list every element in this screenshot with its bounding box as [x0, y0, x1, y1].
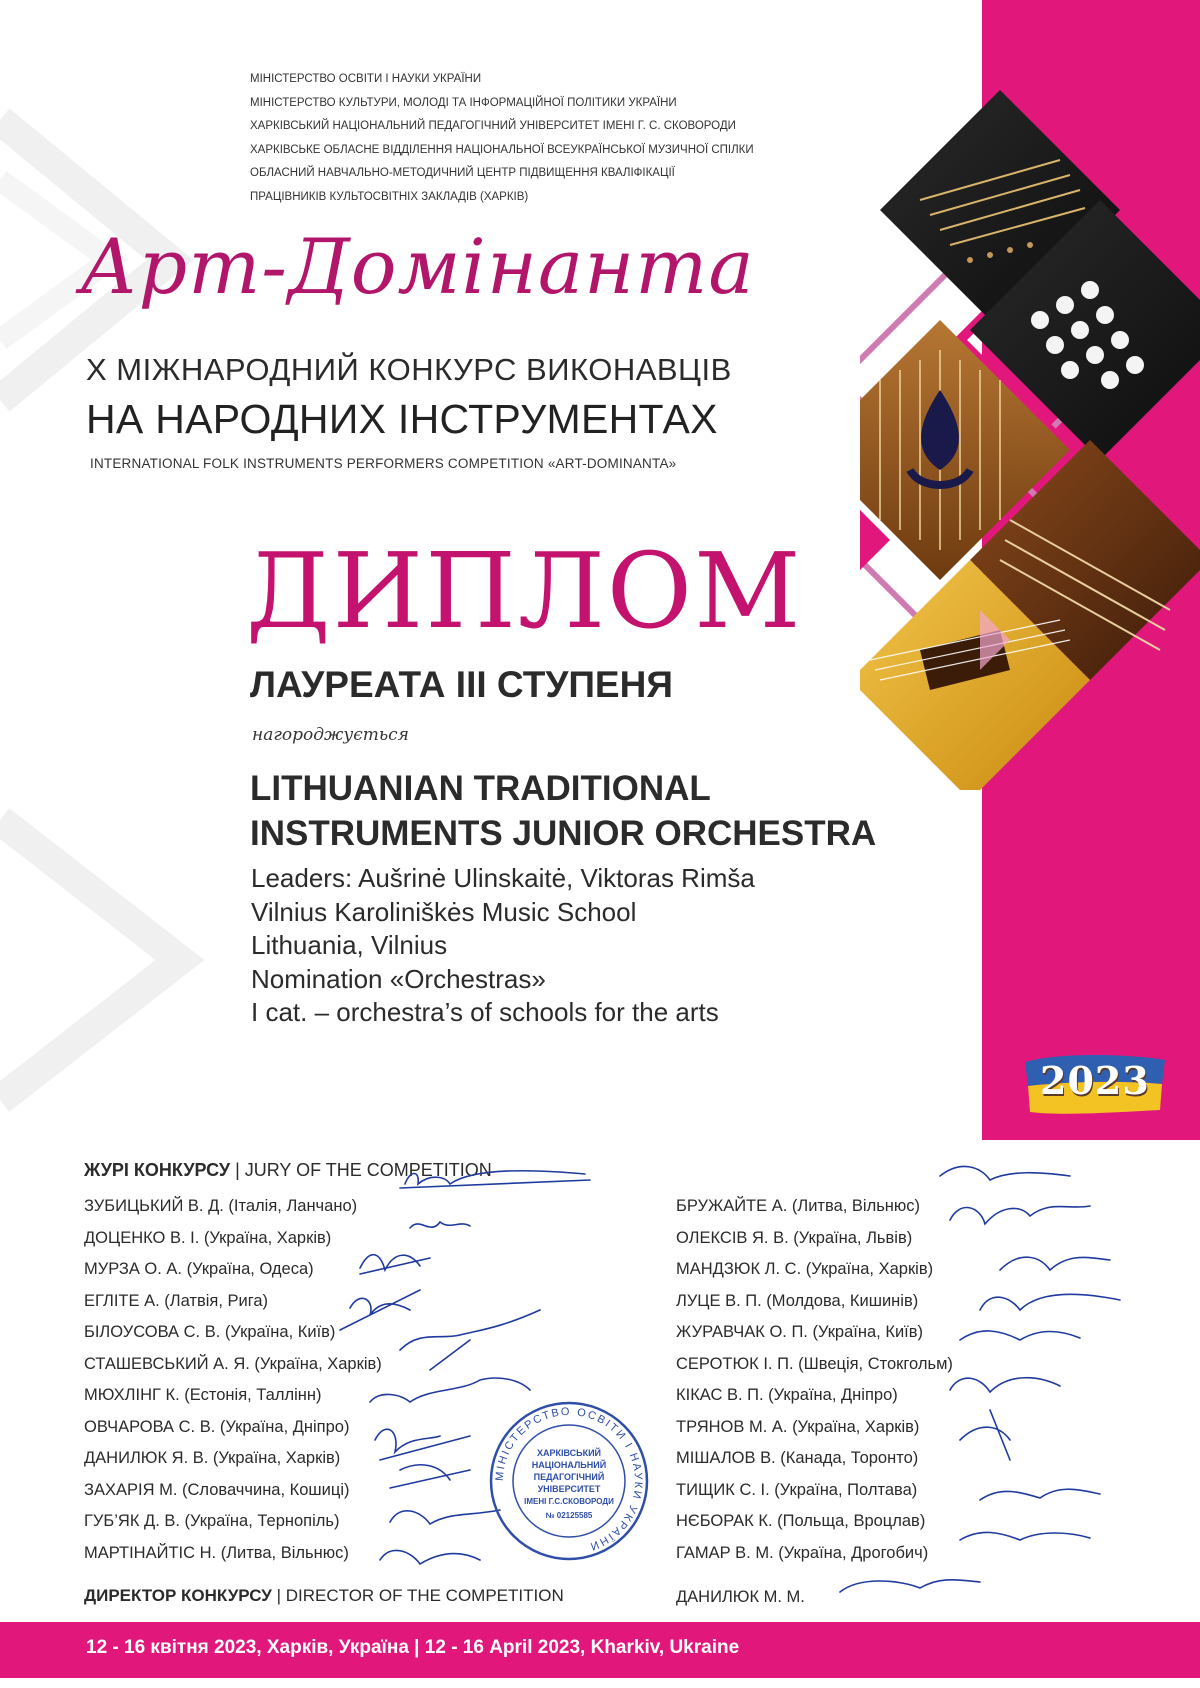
competition-title-line1: Х МІЖНАРОДНИЙ КОНКУРС ВИКОНАВЦІВ — [86, 352, 732, 387]
jury-list-right — [676, 1191, 953, 1569]
jury-member: ГАМАР В. М. (Україна, Дрогобич) — [676, 1543, 929, 1562]
jury-member: ДАНИЛЮК Я. В. (Україна, Харків) — [84, 1449, 341, 1467]
jury-member: БІЛОУСОВА С. В. (Україна, Київ) — [84, 1323, 336, 1341]
competition-title-english: INTERNATIONAL FOLK INSTRUMENTS PERFORMERS COMPETITION «ART-DOMINANTA» — [90, 456, 677, 471]
jury-member: ЖУРАВЧАК О. П. (Україна, Київ) — [676, 1323, 924, 1341]
detail-leaders: Leaders: Aušrinė Ulinskaitė, Viktoras Rimša — [251, 863, 755, 893]
organizers-list — [250, 68, 754, 209]
jury-heading-bold: ЖУРІ КОНКУРСУ — [84, 1160, 231, 1180]
competition-logo-title: Арт-Домінанта — [80, 222, 755, 311]
diploma-title: ДИПЛОМ — [246, 530, 803, 652]
instrument-mosaic — [860, 90, 1200, 790]
jury-heading-rest: | JURY OF THE COMPETITION — [230, 1160, 492, 1180]
director-name: ДАНИЛЮК М. М. — [676, 1588, 805, 1606]
jury-member: ОВЧАРОВА С. В. (Україна, Дніпро) — [84, 1417, 350, 1436]
detail-category: I cat. – orchestra’s of schools for the arts — [251, 997, 719, 1027]
jury-member: СТАШЕВСЬКИЙ А. Я. (Україна, Харків) — [84, 1354, 382, 1373]
jury-member: ЛУЦЕ В. П. (Молдова, Кишинів) — [676, 1291, 919, 1310]
stamp-line: НАЦІОНАЛЬНИЙ — [531, 1460, 607, 1470]
organizer-line: ХАРКІВСЬКЕ ОБЛАСНЕ ВІДДІЛЕННЯ НАЦІОНАЛЬНОЇ ВСЕУКРАЇНСЬКОЇ МУЗИЧНОЇ СПІЛКИ — [250, 143, 754, 156]
year-label: 2023 — [1040, 1058, 1150, 1103]
jury-member: ОЛЕКСІВ Я. В. (Україна, Львів) — [676, 1228, 913, 1247]
stamp-line: ПЕДАГОГІЧНИЙ — [533, 1472, 605, 1482]
director-label-rest: | DIRECTOR OF THE COMPETITION — [271, 1586, 564, 1605]
official-stamp — [488, 1400, 650, 1562]
competition-title-line2: НА НАРОДНИХ ІНСТРУМЕНТАХ — [86, 396, 718, 442]
stamp-line: ІМЕНІ Г.С.СКОВОРОДИ — [524, 1497, 614, 1506]
organizer-line: ПРАЦІВНИКІВ КУЛЬТОСВІТНІХ ЗАКЛАДІВ (ХАРКІВ) — [250, 190, 529, 203]
jury-member: МАРТІНАЙТІС Н. (Литва, Вільнюс) — [84, 1543, 349, 1562]
jury-member: СЕРОТЮК І. П. (Швеція, Стокгольм) — [676, 1354, 953, 1373]
jury-list-left — [84, 1191, 382, 1569]
recipient-line: LITHUANIAN TRADITIONAL — [250, 769, 711, 808]
jury-member: ЕГЛІТЕ А. (Латвія, Рига) — [84, 1291, 269, 1310]
stamp-line: ХАРКІВСЬКИЙ — [536, 1448, 602, 1458]
laureate-degree: ЛАУРЕАТА ІІІ СТУПЕНЯ — [250, 664, 673, 705]
jury-member: КІКАС В. П. (Україна, Дніпро) — [676, 1386, 898, 1404]
recipient-details — [251, 862, 755, 1030]
jury-member: МЮХЛІНГ К. (Естонія, Таллінн) — [84, 1386, 322, 1404]
jury-member: МІШАЛОВ В. (Канада, Торонто) — [676, 1449, 919, 1467]
organizer-line: ОБЛАСНИЙ НАВЧАЛЬНО-МЕТОДИЧНИЙ ЦЕНТР ПІДВИЩЕННЯ КВАЛІФІКАЦІЇ — [250, 167, 675, 179]
jury-member: ТРЯНОВ М. А. (Україна, Харків) — [676, 1417, 920, 1436]
jury-member: МУРЗА О. А. (Україна, Одеса) — [84, 1260, 314, 1278]
jury-member: НЄБОРАК К. (Польща, Вроцлав) — [676, 1512, 926, 1530]
stamp-line: УНІВЕРСИТЕТ — [537, 1484, 601, 1494]
organizer-line: МІНІСТЕРСТВО ОСВІТИ І НАУКИ УКРАЇНИ — [250, 73, 482, 85]
director-label — [84, 1586, 564, 1606]
organizer-line: ХАРКІВСЬКИЙ НАЦІОНАЛЬНИЙ ПЕДАГОГІЧНИЙ УНІВЕРСИТЕТ ІМЕНІ Г. С. СКОВОРОДИ — [250, 120, 736, 132]
jury-member: ГУБ’ЯК Д. В. (Україна, Тернопіль) — [84, 1512, 340, 1530]
organizer-line: МІНІСТЕРСТВО КУЛЬТУРИ, МОЛОДІ ТА ІНФОРМАЦІЙНОЇ ПОЛІТИКИ УКРАЇНИ — [250, 96, 677, 109]
stamp-outer-text: МІНІСТЕРСТВО ОСВІТИ І НАУКИ УКРАЇНИ — [493, 1405, 645, 1553]
director-label-bold: ДИРЕКТОР КОНКУРСУ — [84, 1586, 272, 1605]
jury-member: ДОЦЕНКО В. І. (Україна, Харків) — [84, 1228, 332, 1247]
recipient-line: INSTRUMENTS JUNIOR ORCHESTRA — [250, 814, 877, 853]
jury-member: БРУЖАЙТЕ А. (Литва, Вільнюс) — [676, 1197, 921, 1215]
footer-dates: 12 - 16 квітня 2023, Харків, Україна | 12 - 16 April 2023, Kharkiv, Ukraine — [86, 1637, 740, 1658]
recipient-name — [250, 766, 876, 856]
jury-member: ЗАХАРІЯ М. (Словаччина, Кошиці) — [84, 1480, 350, 1499]
jury-heading — [84, 1160, 492, 1181]
detail-nomination: Nomination «Orchestras» — [251, 963, 546, 994]
jury-member: ЗУБИЦЬКИЙ В. Д. (Італія, Ланчано) — [84, 1197, 358, 1215]
jury-member: ТИЩИК С. І. (Україна, Полтава) — [676, 1480, 918, 1499]
jury-member: МАНДЗЮК Л. С. (Україна, Харків) — [676, 1260, 934, 1278]
detail-location: Lithuania, Vilnius — [251, 930, 448, 960]
detail-school: Vilnius Karoliniškės Music School — [251, 896, 637, 927]
awarded-label: нагороджується — [252, 725, 409, 745]
stamp-line: № 02125585 — [545, 1511, 593, 1520]
